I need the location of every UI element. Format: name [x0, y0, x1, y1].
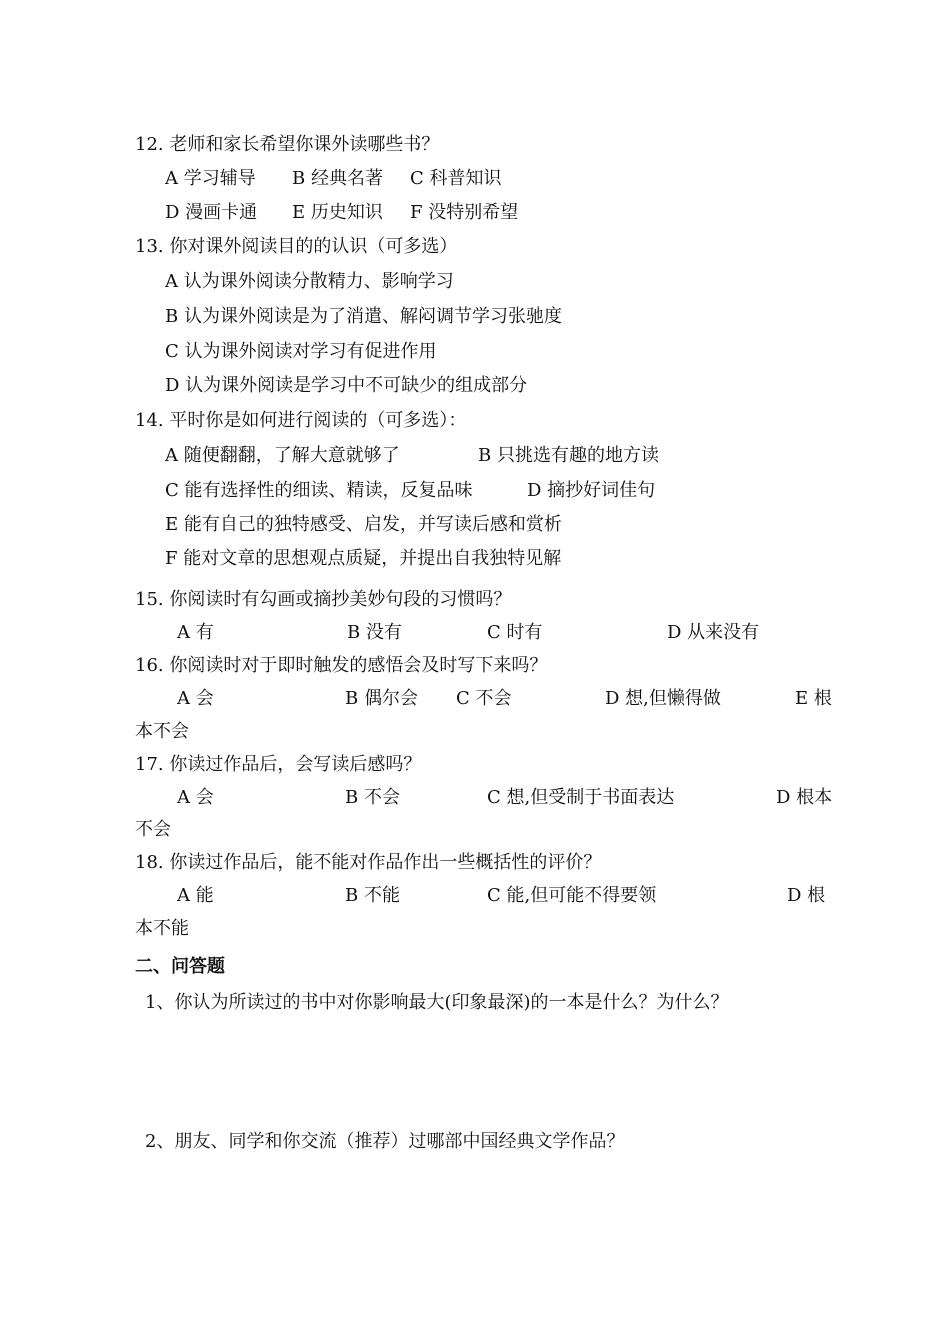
q14-option-c: C 能有选择性的细读、精读，反复品味: [165, 480, 473, 501]
q13-option-b: B 认为课外阅读是为了消遣、解闷调节学习张驰度: [165, 306, 562, 327]
q14-option-f: F 能对文章的思想观点质疑，并提出自我独特见解: [165, 548, 562, 569]
q12-option-d: D 漫画卡通: [165, 202, 258, 223]
open-question-1: 1、你认为所读过的书中对你影响最大(印象最深)的一本是什么？为什么？: [145, 992, 729, 1013]
q16-option-c: C 不会: [456, 688, 512, 709]
q14-option-b: B 只挑选有趣的地方读: [478, 445, 659, 466]
q12-option-c: C 科普知识: [410, 168, 502, 189]
question-12: 12. 老师和家长希望你课外读哪些书？: [135, 134, 440, 155]
q16-option-d: D 想,但懒得做: [605, 688, 721, 709]
q13-option-a: A 认为课外阅读分散精力、影响学习: [165, 271, 454, 292]
question-15: 15. 你阅读时有勾画或摘抄美妙句段的习惯吗？: [135, 589, 512, 610]
q16-option-e-wrap: 本不会: [135, 721, 189, 742]
q12-option-b: B 经典名著: [292, 168, 383, 189]
q17-option-d: D 根本: [776, 787, 833, 808]
q13-option-d: D 认为课外阅读是学习中不可缺少的组成部分: [165, 375, 528, 396]
q18-option-b: B 不能: [345, 885, 400, 906]
question-18: 18. 你读过作品后，能不能对作品作出一些概括性的评价？: [135, 852, 602, 873]
q17-option-a: A 会: [177, 787, 214, 808]
q12-option-f: F 没特别希望: [410, 202, 519, 223]
q15-option-c: C 时有: [487, 622, 543, 643]
q18-option-a: A 能: [177, 885, 214, 906]
q14-option-e: E 能有自己的独特感受、启发，并写读后感和赏析: [165, 514, 562, 535]
q17-option-d-wrap: 不会: [135, 819, 171, 840]
q13-option-c: C 认为课外阅读对学习有促进作用: [165, 341, 437, 362]
section-title: 二、问答题: [135, 956, 225, 977]
q17-option-b: B 不会: [345, 787, 400, 808]
q15-option-a: A 有: [177, 622, 214, 643]
open-question-2: 2、朋友、同学和你交流（推荐）过哪部中国经典文学作品？: [145, 1131, 625, 1152]
q12-option-a: A 学习辅导: [165, 168, 256, 189]
q18-option-d-wrap: 本不能: [135, 918, 189, 939]
q12-option-e: E 历史知识: [292, 202, 383, 223]
q14-option-a: A 随便翻翻，了解大意就够了: [165, 445, 400, 466]
q16-option-a: A 会: [177, 688, 214, 709]
question-13: 13. 你对课外阅读目的的认识（可多选）: [135, 236, 458, 257]
q18-option-c: C 能,但可能不得要领: [487, 885, 657, 906]
q16-option-b: B 偶尔会: [345, 688, 418, 709]
question-14: 14. 平时你是如何进行阅读的（可多选）：: [135, 410, 467, 431]
q15-option-b: B 没有: [347, 622, 402, 643]
q17-option-c: C 想,但受制于书面表达: [487, 787, 675, 808]
q14-option-d: D 摘抄好词佳句: [527, 480, 656, 501]
question-17: 17. 你读过作品后，会写读后感吗？: [135, 754, 422, 775]
question-16: 16. 你阅读时对于即时触发的感悟会及时写下来吗？: [135, 655, 548, 676]
q16-option-e: E 根: [795, 688, 832, 709]
q18-option-d: D 根: [787, 885, 826, 906]
q15-option-d: D 从来没有: [667, 622, 760, 643]
